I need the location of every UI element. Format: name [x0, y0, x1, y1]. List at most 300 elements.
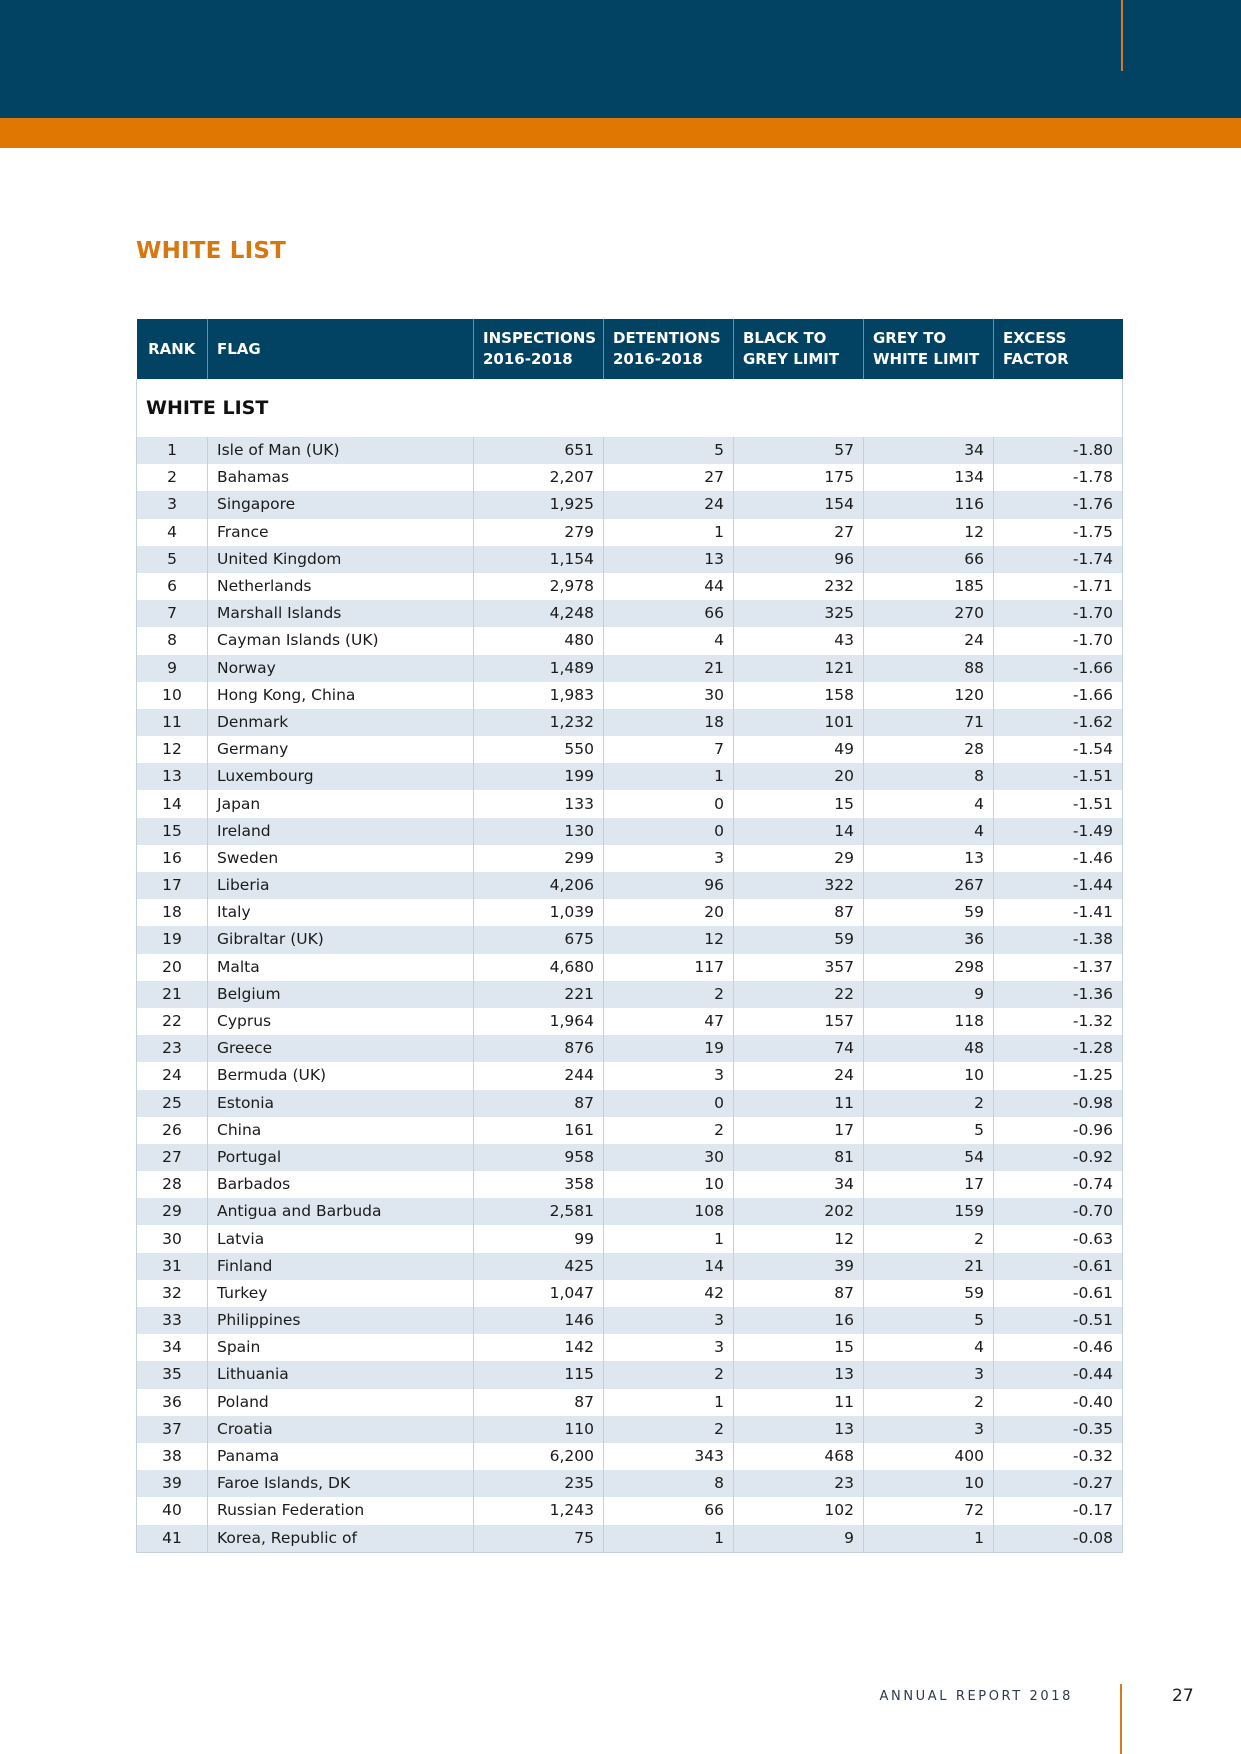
rank-cell: 30 — [137, 1225, 208, 1252]
table-row — [137, 872, 1123, 899]
excess-factor-cell: -1.49 — [994, 818, 1123, 845]
inspections-cell: 299 — [474, 845, 604, 872]
flag-cell: Greece — [208, 1035, 474, 1062]
grey-to-white-cell: 118 — [864, 1008, 994, 1035]
detentions-cell: 117 — [604, 954, 734, 981]
white-list-table — [136, 319, 1123, 1553]
rank-cell: 15 — [137, 818, 208, 845]
detentions-cell: 24 — [604, 491, 734, 518]
rank-cell: 8 — [137, 627, 208, 654]
excess-factor-cell: -1.80 — [994, 437, 1123, 464]
rank-cell: 26 — [137, 1117, 208, 1144]
inspections-cell: 130 — [474, 818, 604, 845]
flag-cell: Japan — [208, 790, 474, 817]
black-to-grey-cell: 11 — [734, 1389, 864, 1416]
header-inspections-line2: 2016-2018 — [483, 350, 573, 368]
table-row — [137, 491, 1123, 518]
flag-cell: Netherlands — [208, 573, 474, 600]
flag-cell: Bermuda (UK) — [208, 1062, 474, 1089]
flag-cell: Faroe Islands, DK — [208, 1470, 474, 1497]
excess-factor-cell: -1.37 — [994, 954, 1123, 981]
table-row — [137, 736, 1123, 763]
grey-to-white-cell: 28 — [864, 736, 994, 763]
grey-to-white-cell: 2 — [864, 1225, 994, 1252]
rank-cell: 25 — [137, 1090, 208, 1117]
table-row — [137, 519, 1123, 546]
section-title: WHITE LIST — [136, 238, 287, 264]
table-row — [137, 1198, 1123, 1225]
grey-to-white-cell: 4 — [864, 790, 994, 817]
excess-factor-cell: -1.66 — [994, 682, 1123, 709]
inspections-cell: 199 — [474, 763, 604, 790]
black-to-grey-cell: 57 — [734, 437, 864, 464]
excess-factor-cell: -0.74 — [994, 1171, 1123, 1198]
detentions-cell: 13 — [604, 546, 734, 573]
inspections-cell: 99 — [474, 1225, 604, 1252]
header-detentions — [604, 319, 734, 379]
inspections-cell: 1,925 — [474, 491, 604, 518]
table-row — [137, 1389, 1123, 1416]
inspections-cell: 1,243 — [474, 1497, 604, 1524]
table-row — [137, 954, 1123, 981]
detentions-cell: 30 — [604, 1144, 734, 1171]
table-row — [137, 1144, 1123, 1171]
grey-to-white-cell: 120 — [864, 682, 994, 709]
excess-factor-cell: -0.61 — [994, 1253, 1123, 1280]
detentions-cell: 27 — [604, 464, 734, 491]
header-grey-to-white-line1: GREY TO — [873, 329, 947, 347]
black-to-grey-cell: 43 — [734, 627, 864, 654]
excess-factor-cell: -1.36 — [994, 981, 1123, 1008]
table-row — [137, 1525, 1123, 1553]
black-to-grey-cell: 49 — [734, 736, 864, 763]
black-to-grey-cell: 121 — [734, 655, 864, 682]
black-to-grey-cell: 232 — [734, 573, 864, 600]
excess-factor-cell: -0.32 — [994, 1443, 1123, 1470]
black-to-grey-cell: 15 — [734, 790, 864, 817]
table-row — [137, 1280, 1123, 1307]
header-rank: RANK — [137, 319, 208, 379]
excess-factor-cell: -1.76 — [994, 491, 1123, 518]
inspections-cell: 6,200 — [474, 1443, 604, 1470]
rank-cell: 24 — [137, 1062, 208, 1089]
grey-to-white-cell: 13 — [864, 845, 994, 872]
inspections-cell: 110 — [474, 1416, 604, 1443]
black-to-grey-cell: 13 — [734, 1416, 864, 1443]
detentions-cell: 108 — [604, 1198, 734, 1225]
excess-factor-cell: -1.41 — [994, 899, 1123, 926]
header-excess-factor-line1: EXCESS — [1003, 329, 1067, 347]
table-row — [137, 1497, 1123, 1524]
rank-cell: 5 — [137, 546, 208, 573]
table-row — [137, 790, 1123, 817]
flag-cell: Hong Kong, China — [208, 682, 474, 709]
black-to-grey-cell: 202 — [734, 1198, 864, 1225]
rank-cell: 34 — [137, 1334, 208, 1361]
rank-cell: 19 — [137, 926, 208, 953]
table-row — [137, 655, 1123, 682]
flag-cell: United Kingdom — [208, 546, 474, 573]
excess-factor-cell: -0.46 — [994, 1334, 1123, 1361]
excess-factor-cell: -1.70 — [994, 600, 1123, 627]
inspections-cell: 4,248 — [474, 600, 604, 627]
table-row — [137, 818, 1123, 845]
inspections-cell: 244 — [474, 1062, 604, 1089]
inspections-cell: 876 — [474, 1035, 604, 1062]
rank-cell: 36 — [137, 1389, 208, 1416]
inspections-cell: 1,154 — [474, 546, 604, 573]
detentions-cell: 7 — [604, 736, 734, 763]
excess-factor-cell: -1.66 — [994, 655, 1123, 682]
grey-to-white-cell: 8 — [864, 763, 994, 790]
detentions-cell: 0 — [604, 818, 734, 845]
inspections-cell: 675 — [474, 926, 604, 953]
header-grey-to-white — [864, 319, 994, 379]
flag-cell: Panama — [208, 1443, 474, 1470]
rank-cell: 9 — [137, 655, 208, 682]
detentions-cell: 12 — [604, 926, 734, 953]
black-to-grey-cell: 39 — [734, 1253, 864, 1280]
detentions-cell: 3 — [604, 1062, 734, 1089]
table-row — [137, 1062, 1123, 1089]
flag-cell: Portugal — [208, 1144, 474, 1171]
group-row — [137, 379, 1123, 437]
grey-to-white-cell: 4 — [864, 818, 994, 845]
header-grey-to-white-line2: WHITE LIMIT — [873, 350, 980, 368]
detentions-cell: 343 — [604, 1443, 734, 1470]
flag-cell: Turkey — [208, 1280, 474, 1307]
excess-factor-cell: -1.75 — [994, 519, 1123, 546]
rank-cell: 22 — [137, 1008, 208, 1035]
detentions-cell: 0 — [604, 1090, 734, 1117]
grey-to-white-cell: 9 — [864, 981, 994, 1008]
excess-factor-cell: -0.08 — [994, 1525, 1123, 1553]
flag-cell: Cyprus — [208, 1008, 474, 1035]
table-body — [137, 437, 1123, 1552]
inspections-cell: 87 — [474, 1389, 604, 1416]
header-black-to-grey-line1: BLACK TO — [743, 329, 827, 347]
rank-cell: 20 — [137, 954, 208, 981]
black-to-grey-cell: 87 — [734, 899, 864, 926]
inspections-cell: 4,680 — [474, 954, 604, 981]
flag-cell: Gibraltar (UK) — [208, 926, 474, 953]
black-to-grey-cell: 96 — [734, 546, 864, 573]
flag-cell: Spain — [208, 1334, 474, 1361]
rank-cell: 37 — [137, 1416, 208, 1443]
table-row — [137, 1416, 1123, 1443]
table-row — [137, 899, 1123, 926]
detentions-cell: 20 — [604, 899, 734, 926]
excess-factor-cell: -1.51 — [994, 763, 1123, 790]
inspections-cell: 279 — [474, 519, 604, 546]
detentions-cell: 4 — [604, 627, 734, 654]
black-to-grey-cell: 34 — [734, 1171, 864, 1198]
flag-cell: Germany — [208, 736, 474, 763]
grey-to-white-cell: 17 — [864, 1171, 994, 1198]
excess-factor-cell: -1.78 — [994, 464, 1123, 491]
detentions-cell: 42 — [604, 1280, 734, 1307]
excess-factor-cell: -0.35 — [994, 1416, 1123, 1443]
detentions-cell: 2 — [604, 1416, 734, 1443]
grey-to-white-cell: 1 — [864, 1525, 994, 1553]
grey-to-white-cell: 34 — [864, 437, 994, 464]
flag-cell: Bahamas — [208, 464, 474, 491]
black-to-grey-cell: 22 — [734, 981, 864, 1008]
rank-cell: 23 — [137, 1035, 208, 1062]
grey-to-white-cell: 3 — [864, 1416, 994, 1443]
header-excess-factor-line2: FACTOR — [1003, 350, 1069, 368]
inspections-cell: 550 — [474, 736, 604, 763]
flag-cell: Barbados — [208, 1171, 474, 1198]
rank-cell: 31 — [137, 1253, 208, 1280]
flag-cell: Belgium — [208, 981, 474, 1008]
header-black-to-grey — [734, 319, 864, 379]
grey-to-white-cell: 3 — [864, 1361, 994, 1388]
inspections-cell: 115 — [474, 1361, 604, 1388]
flag-cell: Denmark — [208, 709, 474, 736]
excess-factor-cell: -0.63 — [994, 1225, 1123, 1252]
table-row — [137, 464, 1123, 491]
inspections-cell: 2,581 — [474, 1198, 604, 1225]
rank-cell: 3 — [137, 491, 208, 518]
grey-to-white-cell: 59 — [864, 1280, 994, 1307]
grey-to-white-cell: 159 — [864, 1198, 994, 1225]
inspections-cell: 142 — [474, 1334, 604, 1361]
detentions-cell: 5 — [604, 437, 734, 464]
grey-to-white-cell: 21 — [864, 1253, 994, 1280]
black-to-grey-cell: 11 — [734, 1090, 864, 1117]
detentions-cell: 2 — [604, 981, 734, 1008]
black-to-grey-cell: 81 — [734, 1144, 864, 1171]
excess-factor-cell: -1.25 — [994, 1062, 1123, 1089]
detentions-cell: 14 — [604, 1253, 734, 1280]
grey-to-white-cell: 59 — [864, 899, 994, 926]
table-row — [137, 1171, 1123, 1198]
flag-cell: Estonia — [208, 1090, 474, 1117]
excess-factor-cell: -1.28 — [994, 1035, 1123, 1062]
rank-cell: 7 — [137, 600, 208, 627]
inspections-cell: 2,978 — [474, 573, 604, 600]
header-detentions-line1: DETENTIONS — [613, 329, 721, 347]
flag-cell: Luxembourg — [208, 763, 474, 790]
inspections-cell: 2,207 — [474, 464, 604, 491]
grey-to-white-cell: 88 — [864, 655, 994, 682]
header-inspections — [474, 319, 604, 379]
black-to-grey-cell: 12 — [734, 1225, 864, 1252]
inspections-cell: 4,206 — [474, 872, 604, 899]
rank-cell: 1 — [137, 437, 208, 464]
detentions-cell: 0 — [604, 790, 734, 817]
excess-factor-cell: -1.46 — [994, 845, 1123, 872]
black-to-grey-cell: 15 — [734, 1334, 864, 1361]
flag-cell: Latvia — [208, 1225, 474, 1252]
grey-to-white-cell: 24 — [864, 627, 994, 654]
detentions-cell: 96 — [604, 872, 734, 899]
rank-cell: 29 — [137, 1198, 208, 1225]
flag-cell: Ireland — [208, 818, 474, 845]
table-row — [137, 1253, 1123, 1280]
grey-to-white-cell: 134 — [864, 464, 994, 491]
excess-factor-cell: -0.98 — [994, 1090, 1123, 1117]
excess-factor-cell: -0.40 — [994, 1389, 1123, 1416]
rank-cell: 41 — [137, 1525, 208, 1553]
black-to-grey-cell: 24 — [734, 1062, 864, 1089]
detentions-cell: 3 — [604, 845, 734, 872]
table-row — [137, 1307, 1123, 1334]
excess-factor-cell: -1.71 — [994, 573, 1123, 600]
detentions-cell: 2 — [604, 1361, 734, 1388]
rank-cell: 13 — [137, 763, 208, 790]
grey-to-white-cell: 36 — [864, 926, 994, 953]
header-band — [0, 0, 1241, 118]
detentions-cell: 21 — [604, 655, 734, 682]
flag-cell: Poland — [208, 1389, 474, 1416]
black-to-grey-cell: 29 — [734, 845, 864, 872]
table-row — [137, 1090, 1123, 1117]
detentions-cell: 19 — [604, 1035, 734, 1062]
grey-to-white-cell: 4 — [864, 1334, 994, 1361]
inspections-cell: 87 — [474, 1090, 604, 1117]
excess-factor-cell: -1.38 — [994, 926, 1123, 953]
table-row — [137, 1361, 1123, 1388]
black-to-grey-cell: 59 — [734, 926, 864, 953]
inspections-cell: 235 — [474, 1470, 604, 1497]
rank-cell: 6 — [137, 573, 208, 600]
rank-cell: 32 — [137, 1280, 208, 1307]
detentions-cell: 30 — [604, 682, 734, 709]
table-row — [137, 1008, 1123, 1035]
black-to-grey-cell: 158 — [734, 682, 864, 709]
detentions-cell: 10 — [604, 1171, 734, 1198]
table-row — [137, 1117, 1123, 1144]
black-to-grey-cell: 14 — [734, 818, 864, 845]
flag-cell: Sweden — [208, 845, 474, 872]
rank-cell: 33 — [137, 1307, 208, 1334]
header-inspections-line1: INSPECTIONS — [483, 329, 597, 347]
excess-factor-cell: -1.32 — [994, 1008, 1123, 1035]
footer-accent-line — [1120, 1684, 1122, 1754]
inspections-cell: 1,489 — [474, 655, 604, 682]
inspections-cell: 221 — [474, 981, 604, 1008]
header-accent-line — [1121, 0, 1123, 71]
detentions-cell: 1 — [604, 519, 734, 546]
table-row — [137, 1225, 1123, 1252]
black-to-grey-cell: 74 — [734, 1035, 864, 1062]
flag-cell: Singapore — [208, 491, 474, 518]
detentions-cell: 1 — [604, 1389, 734, 1416]
grey-to-white-cell: 116 — [864, 491, 994, 518]
black-to-grey-cell: 16 — [734, 1307, 864, 1334]
detentions-cell: 1 — [604, 1225, 734, 1252]
table-row — [137, 437, 1123, 464]
rank-cell: 11 — [137, 709, 208, 736]
rank-cell: 27 — [137, 1144, 208, 1171]
flag-cell: Cayman Islands (UK) — [208, 627, 474, 654]
grey-to-white-cell: 2 — [864, 1389, 994, 1416]
flag-cell: Russian Federation — [208, 1497, 474, 1524]
grey-to-white-cell: 48 — [864, 1035, 994, 1062]
detentions-cell: 66 — [604, 600, 734, 627]
rank-cell: 12 — [137, 736, 208, 763]
detentions-cell: 44 — [604, 573, 734, 600]
grey-to-white-cell: 5 — [864, 1117, 994, 1144]
excess-factor-cell: -0.51 — [994, 1307, 1123, 1334]
table-row — [137, 763, 1123, 790]
grey-to-white-cell: 12 — [864, 519, 994, 546]
grey-to-white-cell: 185 — [864, 573, 994, 600]
black-to-grey-cell: 17 — [734, 1117, 864, 1144]
excess-factor-cell: -1.51 — [994, 790, 1123, 817]
detentions-cell: 18 — [604, 709, 734, 736]
header-black-to-grey-line2: GREY LIMIT — [743, 350, 840, 368]
table-row — [137, 709, 1123, 736]
excess-factor-cell: -1.70 — [994, 627, 1123, 654]
excess-factor-cell: -1.44 — [994, 872, 1123, 899]
rank-cell: 38 — [137, 1443, 208, 1470]
black-to-grey-cell: 9 — [734, 1525, 864, 1553]
detentions-cell: 8 — [604, 1470, 734, 1497]
black-to-grey-cell: 154 — [734, 491, 864, 518]
rank-cell: 10 — [137, 682, 208, 709]
inspections-cell: 1,964 — [474, 1008, 604, 1035]
flag-cell: Croatia — [208, 1416, 474, 1443]
black-to-grey-cell: 23 — [734, 1470, 864, 1497]
footer-report-label: ANNUAL REPORT 2018 — [879, 1689, 1073, 1704]
black-to-grey-cell: 27 — [734, 519, 864, 546]
flag-cell: Italy — [208, 899, 474, 926]
excess-factor-cell: -0.17 — [994, 1497, 1123, 1524]
grey-to-white-cell: 400 — [864, 1443, 994, 1470]
black-to-grey-cell: 325 — [734, 600, 864, 627]
rank-cell: 21 — [137, 981, 208, 1008]
detentions-cell: 66 — [604, 1497, 734, 1524]
table-row — [137, 926, 1123, 953]
grey-to-white-cell: 10 — [864, 1470, 994, 1497]
table-row — [137, 1334, 1123, 1361]
grey-to-white-cell: 72 — [864, 1497, 994, 1524]
inspections-cell: 146 — [474, 1307, 604, 1334]
rank-cell: 39 — [137, 1470, 208, 1497]
grey-to-white-cell: 66 — [864, 546, 994, 573]
detentions-cell: 3 — [604, 1334, 734, 1361]
table-row — [137, 546, 1123, 573]
rank-cell: 40 — [137, 1497, 208, 1524]
rank-cell: 2 — [137, 464, 208, 491]
grey-to-white-cell: 10 — [864, 1062, 994, 1089]
excess-factor-cell: -0.70 — [994, 1198, 1123, 1225]
rank-cell: 4 — [137, 519, 208, 546]
inspections-cell: 1,047 — [474, 1280, 604, 1307]
black-to-grey-cell: 175 — [734, 464, 864, 491]
black-to-grey-cell: 322 — [734, 872, 864, 899]
flag-cell: Lithuania — [208, 1361, 474, 1388]
flag-cell: Liberia — [208, 872, 474, 899]
detentions-cell: 2 — [604, 1117, 734, 1144]
black-to-grey-cell: 101 — [734, 709, 864, 736]
table-row — [137, 600, 1123, 627]
inspections-cell: 480 — [474, 627, 604, 654]
flag-cell: China — [208, 1117, 474, 1144]
grey-to-white-cell: 54 — [864, 1144, 994, 1171]
grey-to-white-cell: 5 — [864, 1307, 994, 1334]
rank-cell: 28 — [137, 1171, 208, 1198]
flag-cell: Norway — [208, 655, 474, 682]
black-to-grey-cell: 20 — [734, 763, 864, 790]
table-row — [137, 845, 1123, 872]
table-row — [137, 573, 1123, 600]
table-row — [137, 1470, 1123, 1497]
inspections-cell: 358 — [474, 1171, 604, 1198]
